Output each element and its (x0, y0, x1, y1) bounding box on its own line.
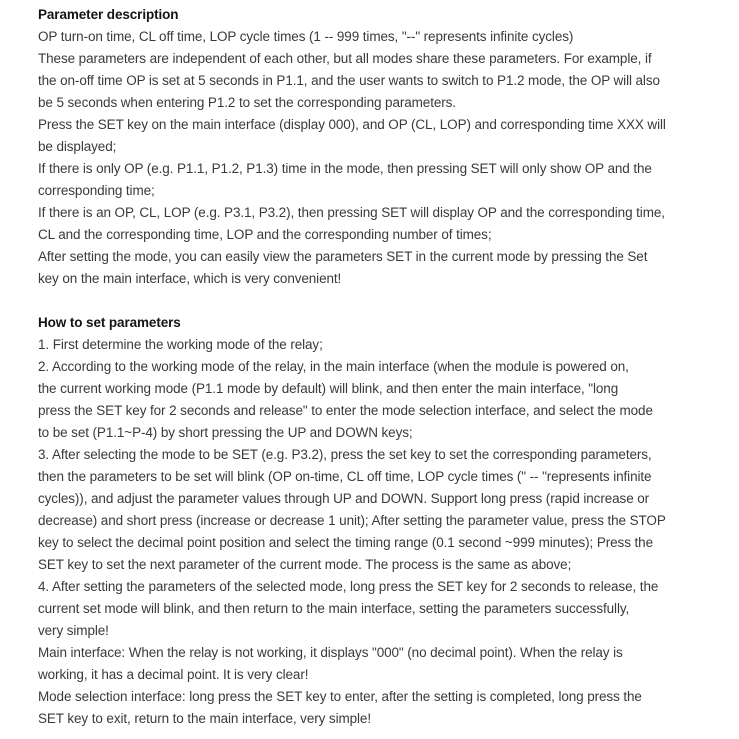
text-line: the current working mode (P1.1 mode by default) will blink, and then enter the main interface, "long (38, 381, 619, 396)
text-line: 4. After setting the parameters of the selected mode, long press the SET key for 2 seconds to release, the (38, 579, 659, 594)
section-1 (38, 4, 711, 290)
text-line: These parameters are independent of each other, but all modes share these parameters. For example, if (38, 51, 652, 66)
text-line: key to select the decimal point position and select the timing range (0.1 second ~999 minutes); Press the (38, 535, 653, 550)
text-line: press the SET key for 2 seconds and release" to enter the mode selection interface, and select the mode (38, 403, 653, 418)
text-line: SET key to set the next parameter of the current mode. The process is the same as above; (38, 557, 572, 572)
section-heading: Parameter description (38, 7, 179, 22)
text-line: If there is only OP (e.g. P1.1, P1.2, P1.3) time in the mode, then pressing SET will only show OP and the (38, 161, 652, 176)
text-line: 1. First determine the working mode of the relay; (38, 337, 323, 352)
text-line: decrease) and short press (increase or decrease 1 unit); After setting the parameter value, press the STOP (38, 513, 666, 528)
text-line: then the parameters to be set will blink (OP on-time, CL off time, LOP cycle times (" -- "represents infinite (38, 469, 652, 484)
text-line: corresponding time; (38, 183, 155, 198)
text-line: the on-off time OP is set at 5 seconds in P1.1, and the user wants to switch to P1.2 mode, the OP will also (38, 73, 660, 88)
text-line: 2. According to the working mode of the relay, in the main interface (when the module is powered on, (38, 359, 629, 374)
text-line: Press the SET key on the main interface (display 000), and OP (CL, LOP) and corresponding time XXX will (38, 117, 666, 132)
text-line: cycles)), and adjust the parameter values through UP and DOWN. Support long press (rapid increase or (38, 491, 650, 506)
text-line: working, it has a decimal point. It is very clear! (38, 667, 309, 682)
text-line: 3. After selecting the mode to be SET (e.g. P3.2), press the set key to set the corresponding parameters, (38, 447, 652, 462)
document-body (38, 4, 711, 730)
text-line: current set mode will blink, and then return to the main interface, setting the parameters successfully, (38, 601, 630, 616)
text-line: OP turn-on time, CL off time, LOP cycle times (1 -- 999 times, "--" represents infinite cycles) (38, 29, 574, 44)
text-line: be displayed; (38, 139, 117, 154)
text-line: SET key to exit, return to the main interface, very simple! (38, 711, 371, 726)
section-heading: How to set parameters (38, 315, 181, 330)
text-line: to be set (P1.1~P-4) by short pressing the UP and DOWN keys; (38, 425, 413, 440)
text-line: very simple! (38, 623, 109, 638)
text-line: Main interface: When the relay is not working, it displays "000" (no decimal point). When the relay is (38, 645, 623, 660)
text-line: be 5 seconds when entering P1.2 to set the corresponding parameters. (38, 95, 456, 110)
text-line: Mode selection interface: long press the SET key to enter, after the setting is completed, long press the (38, 689, 642, 704)
text-line: CL and the corresponding time, LOP and the corresponding number of times; (38, 227, 492, 242)
text-line: key on the main interface, which is very convenient! (38, 271, 342, 286)
section-2 (38, 312, 711, 730)
text-line: If there is an OP, CL, LOP (e.g. P3.1, P3.2), then pressing SET will display OP and the corresponding time, (38, 205, 665, 220)
text-line: After setting the mode, you can easily view the parameters SET in the current mode by pressing the Set (38, 249, 648, 264)
